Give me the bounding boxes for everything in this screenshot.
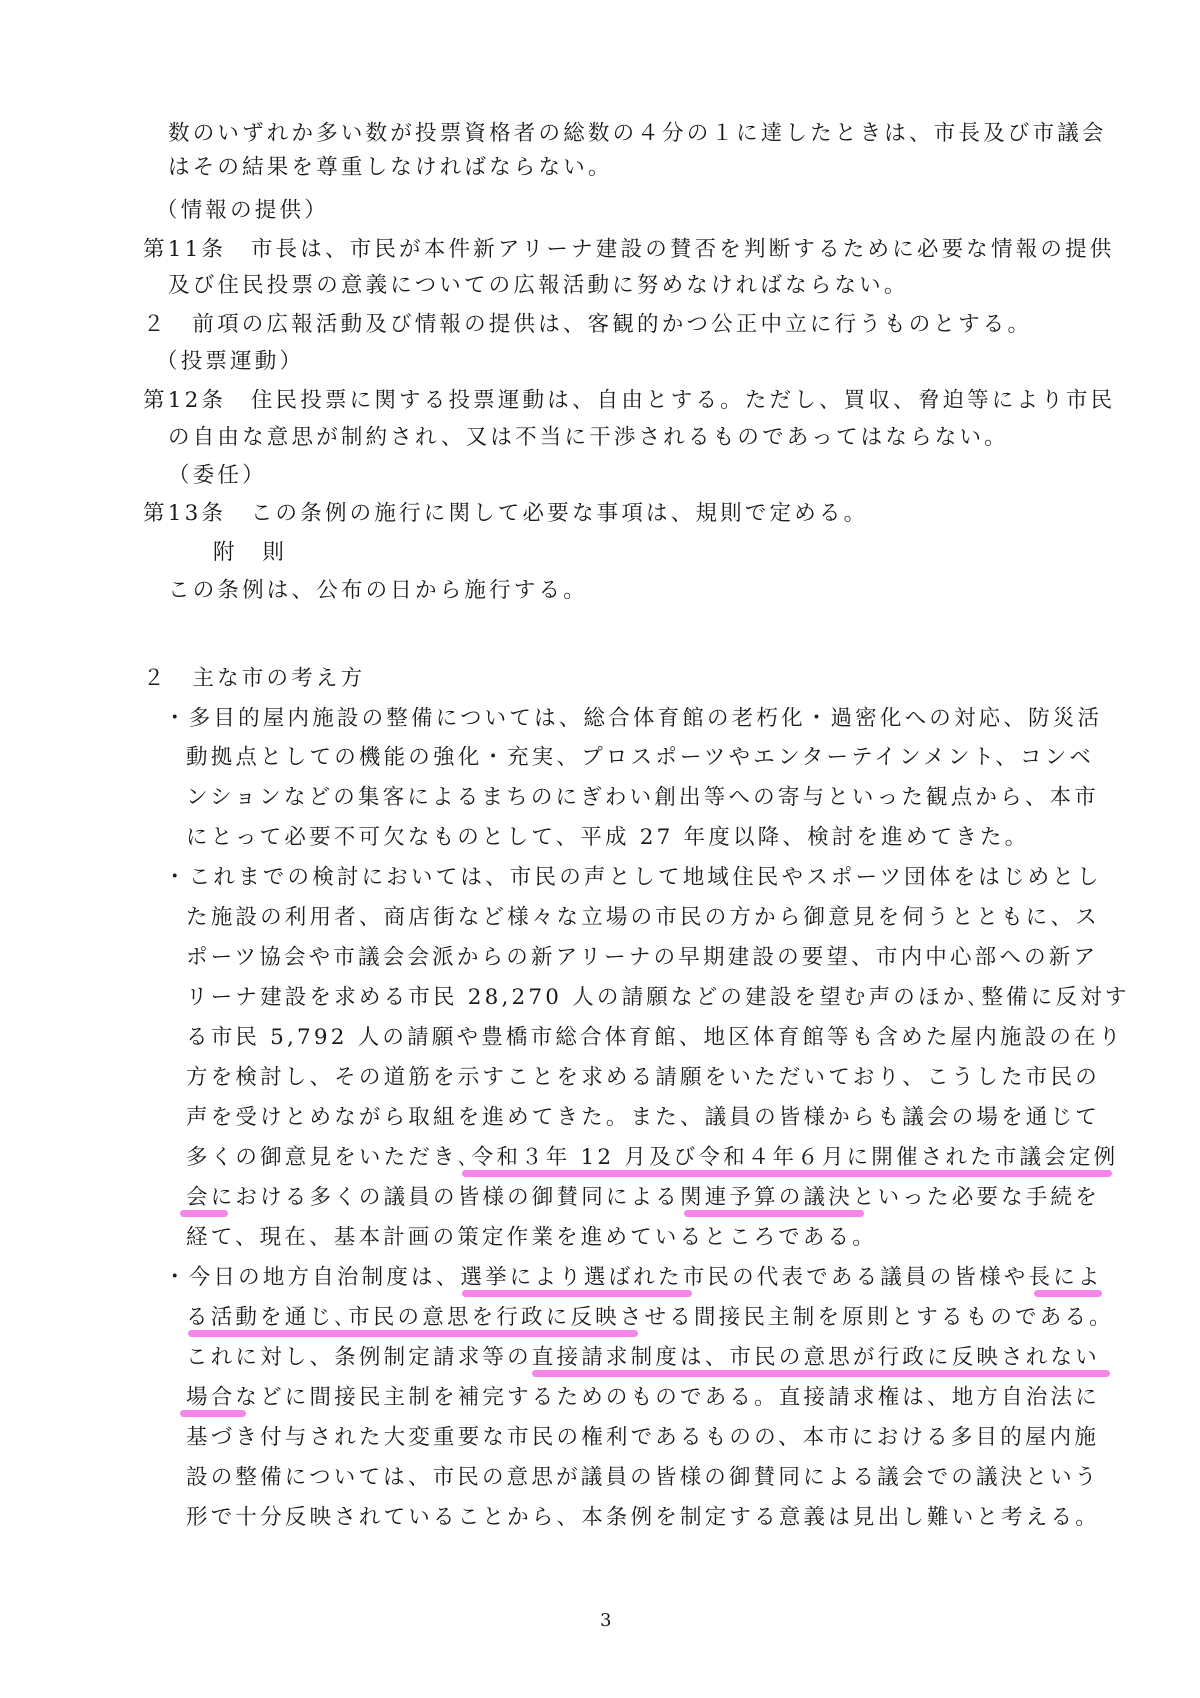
bullet-line: ・多目的屋内施設の整備については、総合体育館の老朽化・過密化への対応、防災活: [164, 706, 1103, 731]
text-line: の自由な意思が制約され、又は不当に干渉されるものであってはならない。: [168, 425, 1009, 450]
text-line: ポーツ協会や市議会会派からの新アリーナの早期建設の要望、市内中心部への新ア: [186, 945, 1099, 970]
text-line: る市民 5,792 人の請願や豊橋市総合体育館、地区体育館等も含めた屋内施設の在り: [186, 1025, 1124, 1050]
text-line: 場合などに間接民主制を補完するためのものである。直接請求権は、地方自治法に: [186, 1385, 1100, 1410]
text-line: 基づき付与された大変重要な市民の権利であるものの、本市における多目的屋内施: [186, 1425, 1100, 1450]
text-line: ンションなどの集客によるまちのにぎわい創出等への寄与といった観点から、本市: [186, 785, 1099, 810]
section-heading: ２ 主な市の考え方: [143, 666, 366, 691]
page-number: 3: [600, 1610, 612, 1631]
text-line: 経て、現在、基本計画の策定作業を進めているところである。: [186, 1225, 877, 1250]
text-line: た施設の利用者、商店街など様々な立場の市民の方から御意見を伺うとともに、ス: [186, 905, 1100, 930]
text-line: はその結果を尊重しなければならない。: [168, 155, 613, 180]
text-line: 設の整備については、市民の意思が議員の皆様の御賛同による議会での議決という: [186, 1465, 1100, 1490]
text-line: 形で十分反映されていることから、本条例を制定する意義は見出し難いと考える。: [186, 1505, 1100, 1530]
article-line: 第12条 住民投票に関する投票運動は、自由とする。ただし、買収、脅迫等により市民: [143, 388, 1116, 413]
text-line: 動拠点としての機能の強化・充実、プロスポーツやエンターテインメント、コンベ: [186, 745, 1095, 770]
text-line: ２ 前項の広報活動及び情報の提供は、客観的かつ公正中立に行うものとする。: [143, 312, 1033, 337]
text-line: 数のいずれか多い数が投票資格者の総数の４分の１に達したときは、市長及び市議会: [168, 121, 1107, 146]
text-line: にとって必要不可欠なものとして、平成 27 年度以降、検討を進めてきた。: [186, 825, 1030, 850]
highlight-underline: [180, 1410, 246, 1417]
article-line: 第11条 市長は、市民が本件新アリーナ建設の賛否を判断するために必要な情報の提供: [143, 237, 1115, 262]
text-line: 多くの御意見をいただき､令和３年 12 月及び令和４年６月に開催された市議会定例: [186, 1145, 1119, 1170]
text-line: リーナ建設を求める市民 28,270 人の請願などの建設を望む声のほか､整備に反対す: [186, 985, 1130, 1010]
text-line: 及び住民投票の意義についての広報活動に努めなければならない。: [168, 273, 909, 298]
highlight-underline: [180, 1210, 228, 1217]
text-line: る活動を通じ､市民の意思を行政に反映させる間接民主制を原則とするものである。: [186, 1305, 1114, 1330]
article-line: 第13条 この条例の施行に関して必要な事項は、規則で定める。: [143, 501, 869, 526]
text-line: これに対し、条例制定請求等の直接請求制度は、市民の意思が行政に反映されない: [186, 1345, 1100, 1370]
highlight-underline: [188, 1330, 638, 1337]
text-line: 声を受けとめながら取組を進めてきた。また、議員の皆様からも議会の場を通じて: [186, 1105, 1100, 1130]
highlight-underline: [532, 1370, 1110, 1377]
text-line: 方を検討し、その道筋を示すことを求める請願をいただいており、こうした市民の: [186, 1065, 1100, 1090]
supplementary-provision-heading: 附 則: [213, 540, 288, 565]
highlight-underline: [462, 1170, 1112, 1177]
section-heading: （委任）: [168, 463, 267, 488]
text-line: 会における多くの議員の皆様の御賛同による関連予算の議決といった必要な手続を: [186, 1185, 1100, 1210]
highlight-underline: [1034, 1290, 1102, 1297]
bullet-line: ・今日の地方自治制度は、選挙により選ばれた市民の代表である議員の皆様や長によ: [164, 1265, 1103, 1290]
text-line: この条例は、公布の日から施行する。: [168, 578, 588, 603]
bullet-line: ・これまでの検討においては、市民の声として地域住民やスポーツ団体をはじめとし: [164, 865, 1102, 890]
section-heading: （情報の提供）: [156, 198, 329, 223]
highlight-underline: [684, 1210, 864, 1217]
section-heading: （投票運動）: [156, 349, 305, 374]
highlight-underline: [462, 1290, 692, 1297]
